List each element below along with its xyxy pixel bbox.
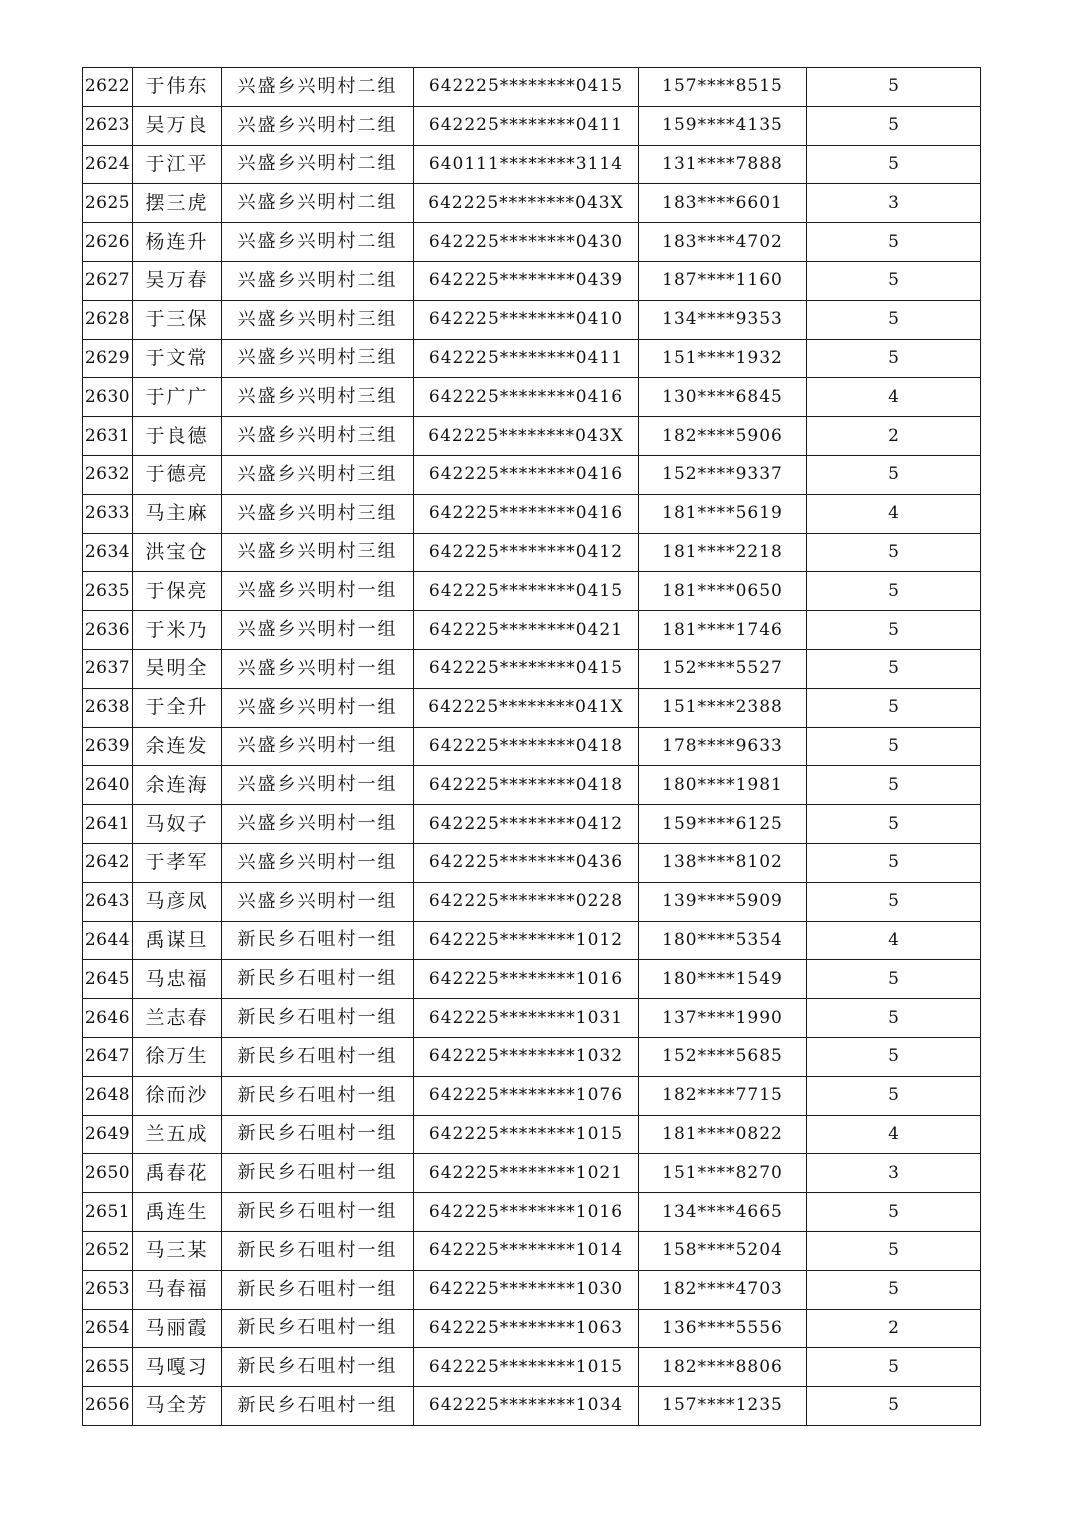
id-number-cell: 642225********0416 bbox=[414, 494, 639, 533]
table-row bbox=[83, 261, 981, 300]
phone-number-cell: 151****2388 bbox=[639, 688, 807, 727]
address-cell: 兴盛乡兴明村三组 bbox=[222, 300, 414, 339]
table-row bbox=[83, 1270, 981, 1309]
row-number-cell: 2652 bbox=[83, 1231, 133, 1270]
address-cell: 新民乡石咀村一组 bbox=[222, 999, 414, 1038]
id-number-cell: 642225********0228 bbox=[414, 882, 639, 921]
id-number-cell: 642225********0415 bbox=[414, 68, 639, 107]
phone-number-cell: 182****5906 bbox=[639, 417, 807, 456]
id-number-cell: 642225********0411 bbox=[414, 339, 639, 378]
table-row bbox=[83, 1231, 981, 1270]
phone-number-cell: 182****7715 bbox=[639, 1076, 807, 1115]
row-number-cell: 2642 bbox=[83, 843, 133, 882]
phone-number-cell: 159****6125 bbox=[639, 805, 807, 844]
household-count-cell: 5 bbox=[807, 1193, 981, 1232]
roster-table bbox=[82, 67, 981, 1426]
table-row bbox=[83, 533, 981, 572]
address-cell: 兴盛乡兴明村一组 bbox=[222, 766, 414, 805]
person-name-cell: 马全芳 bbox=[133, 1387, 222, 1426]
table-row bbox=[83, 223, 981, 262]
table-row bbox=[83, 805, 981, 844]
phone-number-cell: 178****9633 bbox=[639, 727, 807, 766]
household-count-cell: 3 bbox=[807, 184, 981, 223]
address-cell: 新民乡石咀村一组 bbox=[222, 1154, 414, 1193]
row-number-cell: 2649 bbox=[83, 1115, 133, 1154]
row-number-cell: 2633 bbox=[83, 494, 133, 533]
row-number-cell: 2643 bbox=[83, 882, 133, 921]
address-cell: 新民乡石咀村一组 bbox=[222, 1348, 414, 1387]
id-number-cell: 642225********1032 bbox=[414, 1037, 639, 1076]
id-number-cell: 642225********1021 bbox=[414, 1154, 639, 1193]
address-cell: 兴盛乡兴明村二组 bbox=[222, 145, 414, 184]
household-count-cell: 3 bbox=[807, 1154, 981, 1193]
row-number-cell: 2630 bbox=[83, 378, 133, 417]
row-number-cell: 2651 bbox=[83, 1193, 133, 1232]
address-cell: 新民乡石咀村一组 bbox=[222, 1037, 414, 1076]
row-number-cell: 2632 bbox=[83, 455, 133, 494]
address-cell: 兴盛乡兴明村一组 bbox=[222, 572, 414, 611]
household-count-cell: 5 bbox=[807, 999, 981, 1038]
id-number-cell: 642225********0439 bbox=[414, 261, 639, 300]
person-name-cell: 于良德 bbox=[133, 417, 222, 456]
household-count-cell: 2 bbox=[807, 1309, 981, 1348]
household-count-cell: 4 bbox=[807, 494, 981, 533]
household-count-cell: 5 bbox=[807, 223, 981, 262]
table-row bbox=[83, 1076, 981, 1115]
id-number-cell: 642225********0421 bbox=[414, 611, 639, 650]
household-count-cell: 5 bbox=[807, 145, 981, 184]
person-name-cell: 吴万春 bbox=[133, 261, 222, 300]
table-row bbox=[83, 1193, 981, 1232]
person-name-cell: 禹连生 bbox=[133, 1193, 222, 1232]
household-count-cell: 5 bbox=[807, 688, 981, 727]
table-row bbox=[83, 766, 981, 805]
person-name-cell: 马彦凤 bbox=[133, 882, 222, 921]
phone-number-cell: 130****6845 bbox=[639, 378, 807, 417]
row-number-cell: 2647 bbox=[83, 1037, 133, 1076]
phone-number-cell: 159****4135 bbox=[639, 106, 807, 145]
table-row bbox=[83, 572, 981, 611]
address-cell: 兴盛乡兴明村二组 bbox=[222, 223, 414, 262]
household-count-cell: 5 bbox=[807, 106, 981, 145]
row-number-cell: 2634 bbox=[83, 533, 133, 572]
household-count-cell: 5 bbox=[807, 455, 981, 494]
address-cell: 兴盛乡兴明村一组 bbox=[222, 805, 414, 844]
household-count-cell: 5 bbox=[807, 533, 981, 572]
household-count-cell: 5 bbox=[807, 882, 981, 921]
household-count-cell: 5 bbox=[807, 339, 981, 378]
phone-number-cell: 152****9337 bbox=[639, 455, 807, 494]
address-cell: 兴盛乡兴明村一组 bbox=[222, 727, 414, 766]
table-row bbox=[83, 339, 981, 378]
id-number-cell: 642225********043X bbox=[414, 417, 639, 456]
person-name-cell: 于文常 bbox=[133, 339, 222, 378]
row-number-cell: 2653 bbox=[83, 1270, 133, 1309]
table-row bbox=[83, 843, 981, 882]
person-name-cell: 马三某 bbox=[133, 1231, 222, 1270]
address-cell: 兴盛乡兴明村一组 bbox=[222, 843, 414, 882]
household-count-cell: 5 bbox=[807, 611, 981, 650]
row-number-cell: 2638 bbox=[83, 688, 133, 727]
id-number-cell: 642225********1063 bbox=[414, 1309, 639, 1348]
row-number-cell: 2626 bbox=[83, 223, 133, 262]
address-cell: 兴盛乡兴明村一组 bbox=[222, 882, 414, 921]
table-row bbox=[83, 1387, 981, 1426]
row-number-cell: 2624 bbox=[83, 145, 133, 184]
phone-number-cell: 158****5204 bbox=[639, 1231, 807, 1270]
id-number-cell: 642225********0410 bbox=[414, 300, 639, 339]
household-count-cell: 5 bbox=[807, 1387, 981, 1426]
household-count-cell: 5 bbox=[807, 766, 981, 805]
address-cell: 兴盛乡兴明村一组 bbox=[222, 688, 414, 727]
household-count-cell: 5 bbox=[807, 261, 981, 300]
person-name-cell: 徐而沙 bbox=[133, 1076, 222, 1115]
phone-number-cell: 182****8806 bbox=[639, 1348, 807, 1387]
table-row bbox=[83, 184, 981, 223]
address-cell: 新民乡石咀村一组 bbox=[222, 1387, 414, 1426]
phone-number-cell: 180****5354 bbox=[639, 921, 807, 960]
household-count-cell: 5 bbox=[807, 1076, 981, 1115]
table-row bbox=[83, 1037, 981, 1076]
phone-number-cell: 136****5556 bbox=[639, 1309, 807, 1348]
table-row bbox=[83, 882, 981, 921]
table-row bbox=[83, 1115, 981, 1154]
person-name-cell: 杨连升 bbox=[133, 223, 222, 262]
person-name-cell: 于德亮 bbox=[133, 455, 222, 494]
table-row bbox=[83, 300, 981, 339]
id-number-cell: 642225********1012 bbox=[414, 921, 639, 960]
household-count-cell: 5 bbox=[807, 649, 981, 688]
address-cell: 新民乡石咀村一组 bbox=[222, 1076, 414, 1115]
table-row bbox=[83, 417, 981, 456]
phone-number-cell: 134****9353 bbox=[639, 300, 807, 339]
person-name-cell: 于孝军 bbox=[133, 843, 222, 882]
address-cell: 兴盛乡兴明村二组 bbox=[222, 184, 414, 223]
row-number-cell: 2656 bbox=[83, 1387, 133, 1426]
row-number-cell: 2623 bbox=[83, 106, 133, 145]
address-cell: 新民乡石咀村一组 bbox=[222, 1270, 414, 1309]
phone-number-cell: 181****0822 bbox=[639, 1115, 807, 1154]
person-name-cell: 吴明全 bbox=[133, 649, 222, 688]
id-number-cell: 642225********0415 bbox=[414, 572, 639, 611]
person-name-cell: 于米乃 bbox=[133, 611, 222, 650]
address-cell: 新民乡石咀村一组 bbox=[222, 1115, 414, 1154]
table-row bbox=[83, 649, 981, 688]
household-count-cell: 4 bbox=[807, 1115, 981, 1154]
id-number-cell: 642225********0416 bbox=[414, 455, 639, 494]
phone-number-cell: 181****2218 bbox=[639, 533, 807, 572]
address-cell: 新民乡石咀村一组 bbox=[222, 960, 414, 999]
table-row bbox=[83, 68, 981, 107]
person-name-cell: 洪宝仓 bbox=[133, 533, 222, 572]
table-row bbox=[83, 145, 981, 184]
address-cell: 新民乡石咀村一组 bbox=[222, 1231, 414, 1270]
address-cell: 兴盛乡兴明村三组 bbox=[222, 494, 414, 533]
person-name-cell: 兰五成 bbox=[133, 1115, 222, 1154]
person-name-cell: 余连海 bbox=[133, 766, 222, 805]
id-number-cell: 640111********3114 bbox=[414, 145, 639, 184]
phone-number-cell: 157****1235 bbox=[639, 1387, 807, 1426]
row-number-cell: 2645 bbox=[83, 960, 133, 999]
phone-number-cell: 151****8270 bbox=[639, 1154, 807, 1193]
row-number-cell: 2639 bbox=[83, 727, 133, 766]
row-number-cell: 2622 bbox=[83, 68, 133, 107]
row-number-cell: 2627 bbox=[83, 261, 133, 300]
phone-number-cell: 181****1746 bbox=[639, 611, 807, 650]
row-number-cell: 2655 bbox=[83, 1348, 133, 1387]
row-number-cell: 2644 bbox=[83, 921, 133, 960]
person-name-cell: 余连发 bbox=[133, 727, 222, 766]
person-name-cell: 禹春花 bbox=[133, 1154, 222, 1193]
household-count-cell: 4 bbox=[807, 378, 981, 417]
row-number-cell: 2641 bbox=[83, 805, 133, 844]
row-number-cell: 2650 bbox=[83, 1154, 133, 1193]
person-name-cell: 马丽霞 bbox=[133, 1309, 222, 1348]
table-row bbox=[83, 688, 981, 727]
phone-number-cell: 137****1990 bbox=[639, 999, 807, 1038]
phone-number-cell: 183****6601 bbox=[639, 184, 807, 223]
phone-number-cell: 180****1549 bbox=[639, 960, 807, 999]
address-cell: 兴盛乡兴明村一组 bbox=[222, 649, 414, 688]
phone-number-cell: 157****8515 bbox=[639, 68, 807, 107]
person-name-cell: 马春福 bbox=[133, 1270, 222, 1309]
phone-number-cell: 152****5527 bbox=[639, 649, 807, 688]
phone-number-cell: 183****4702 bbox=[639, 223, 807, 262]
table-row bbox=[83, 611, 981, 650]
id-number-cell: 642225********0415 bbox=[414, 649, 639, 688]
id-number-cell: 642225********0416 bbox=[414, 378, 639, 417]
person-name-cell: 禹谋旦 bbox=[133, 921, 222, 960]
roster-table-body bbox=[83, 68, 981, 1426]
row-number-cell: 2625 bbox=[83, 184, 133, 223]
table-row bbox=[83, 921, 981, 960]
phone-number-cell: 139****5909 bbox=[639, 882, 807, 921]
person-name-cell: 马主麻 bbox=[133, 494, 222, 533]
address-cell: 新民乡石咀村一组 bbox=[222, 921, 414, 960]
row-number-cell: 2637 bbox=[83, 649, 133, 688]
address-cell: 兴盛乡兴明村二组 bbox=[222, 68, 414, 107]
table-row bbox=[83, 106, 981, 145]
household-count-cell: 4 bbox=[807, 921, 981, 960]
table-row bbox=[83, 727, 981, 766]
person-name-cell: 吴万良 bbox=[133, 106, 222, 145]
person-name-cell: 于保亮 bbox=[133, 572, 222, 611]
id-number-cell: 642225********1015 bbox=[414, 1348, 639, 1387]
phone-number-cell: 181****0650 bbox=[639, 572, 807, 611]
household-count-cell: 5 bbox=[807, 727, 981, 766]
phone-number-cell: 134****4665 bbox=[639, 1193, 807, 1232]
person-name-cell: 于江平 bbox=[133, 145, 222, 184]
row-number-cell: 2628 bbox=[83, 300, 133, 339]
id-number-cell: 642225********1015 bbox=[414, 1115, 639, 1154]
address-cell: 兴盛乡兴明村三组 bbox=[222, 417, 414, 456]
table-row bbox=[83, 378, 981, 417]
table-row bbox=[83, 1154, 981, 1193]
address-cell: 兴盛乡兴明村三组 bbox=[222, 378, 414, 417]
id-number-cell: 642225********0418 bbox=[414, 766, 639, 805]
person-name-cell: 马忠福 bbox=[133, 960, 222, 999]
table-row bbox=[83, 999, 981, 1038]
address-cell: 兴盛乡兴明村三组 bbox=[222, 455, 414, 494]
household-count-cell: 5 bbox=[807, 1270, 981, 1309]
id-number-cell: 642225********1014 bbox=[414, 1231, 639, 1270]
id-number-cell: 642225********1034 bbox=[414, 1387, 639, 1426]
household-count-cell: 5 bbox=[807, 300, 981, 339]
id-number-cell: 642225********1016 bbox=[414, 1193, 639, 1232]
person-name-cell: 摆三虎 bbox=[133, 184, 222, 223]
table-row bbox=[83, 494, 981, 533]
address-cell: 新民乡石咀村一组 bbox=[222, 1193, 414, 1232]
phone-number-cell: 138****8102 bbox=[639, 843, 807, 882]
phone-number-cell: 181****5619 bbox=[639, 494, 807, 533]
household-count-cell: 5 bbox=[807, 1348, 981, 1387]
row-number-cell: 2629 bbox=[83, 339, 133, 378]
row-number-cell: 2635 bbox=[83, 572, 133, 611]
id-number-cell: 642225********1076 bbox=[414, 1076, 639, 1115]
id-number-cell: 642225********1031 bbox=[414, 999, 639, 1038]
id-number-cell: 642225********0412 bbox=[414, 533, 639, 572]
id-number-cell: 642225********0412 bbox=[414, 805, 639, 844]
household-count-cell: 5 bbox=[807, 843, 981, 882]
phone-number-cell: 182****4703 bbox=[639, 1270, 807, 1309]
id-number-cell: 642225********1030 bbox=[414, 1270, 639, 1309]
household-count-cell: 5 bbox=[807, 68, 981, 107]
person-name-cell: 马嘎习 bbox=[133, 1348, 222, 1387]
person-name-cell: 徐万生 bbox=[133, 1037, 222, 1076]
person-name-cell: 于三保 bbox=[133, 300, 222, 339]
row-number-cell: 2654 bbox=[83, 1309, 133, 1348]
address-cell: 兴盛乡兴明村二组 bbox=[222, 261, 414, 300]
row-number-cell: 2636 bbox=[83, 611, 133, 650]
id-number-cell: 642225********0430 bbox=[414, 223, 639, 262]
person-name-cell: 于广广 bbox=[133, 378, 222, 417]
address-cell: 兴盛乡兴明村二组 bbox=[222, 106, 414, 145]
household-count-cell: 5 bbox=[807, 960, 981, 999]
row-number-cell: 2631 bbox=[83, 417, 133, 456]
table-row bbox=[83, 1348, 981, 1387]
phone-number-cell: 152****5685 bbox=[639, 1037, 807, 1076]
household-count-cell: 5 bbox=[807, 1037, 981, 1076]
address-cell: 新民乡石咀村一组 bbox=[222, 1309, 414, 1348]
address-cell: 兴盛乡兴明村一组 bbox=[222, 611, 414, 650]
row-number-cell: 2646 bbox=[83, 999, 133, 1038]
household-count-cell: 2 bbox=[807, 417, 981, 456]
id-number-cell: 642225********0436 bbox=[414, 843, 639, 882]
household-count-cell: 5 bbox=[807, 805, 981, 844]
household-count-cell: 5 bbox=[807, 1231, 981, 1270]
phone-number-cell: 187****1160 bbox=[639, 261, 807, 300]
person-name-cell: 马奴子 bbox=[133, 805, 222, 844]
phone-number-cell: 151****1932 bbox=[639, 339, 807, 378]
table-row bbox=[83, 960, 981, 999]
person-name-cell: 于全升 bbox=[133, 688, 222, 727]
phone-number-cell: 131****7888 bbox=[639, 145, 807, 184]
address-cell: 兴盛乡兴明村三组 bbox=[222, 533, 414, 572]
household-count-cell: 5 bbox=[807, 572, 981, 611]
row-number-cell: 2648 bbox=[83, 1076, 133, 1115]
phone-number-cell: 180****1981 bbox=[639, 766, 807, 805]
id-number-cell: 642225********1016 bbox=[414, 960, 639, 999]
address-cell: 兴盛乡兴明村三组 bbox=[222, 339, 414, 378]
person-name-cell: 兰志春 bbox=[133, 999, 222, 1038]
person-name-cell: 于伟东 bbox=[133, 68, 222, 107]
id-number-cell: 642225********0418 bbox=[414, 727, 639, 766]
id-number-cell: 642225********0411 bbox=[414, 106, 639, 145]
id-number-cell: 642225********043X bbox=[414, 184, 639, 223]
table-row bbox=[83, 455, 981, 494]
id-number-cell: 642225********041X bbox=[414, 688, 639, 727]
row-number-cell: 2640 bbox=[83, 766, 133, 805]
table-row bbox=[83, 1309, 981, 1348]
